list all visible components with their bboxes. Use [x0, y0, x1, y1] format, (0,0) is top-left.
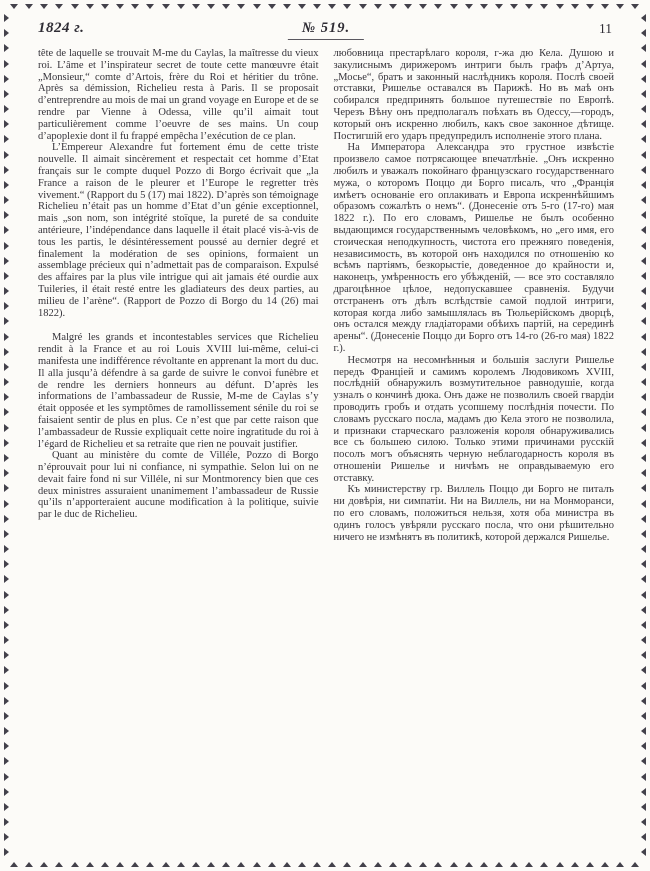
- ornament-border-bottom: [10, 862, 640, 867]
- page-header: [38, 18, 614, 48]
- page-content: [38, 18, 614, 857]
- paragraph: Къ министерству гр. Виллель Поццо ди Борго не питалъ ни довѣрія, ни симпатіи. Ни на Виллель, ни на Монморанси, по его словамъ, положиться нельзя, хотя оба министра въ одинъ голосъ увѣряли русскаго посла, что они рѣшительно ничего не измѣнятъ въ политикѣ, которой держался Ришелье.: [333, 484, 614, 543]
- right-column-russian: [334, 48, 615, 857]
- text-columns: [38, 48, 614, 857]
- paragraph: На Императора Александра это грустное извѣстіе произвело самое потрясающее впечатлѣніе. „Онъ искренно любилъ и уважалъ покойнаго французскаго государственнаго мужа, о которомъ Поццо ди Борго писалъ, что „Франція имѣетъ основаніе его оплакивать и Европа искреннѣйшимъ образомъ сожалѣть о немъ“. (Донесеніе отъ 5-го (17-го) мая 1822 г.). По его словамъ, Ришелье не былъ особенно выдающимся государственнымъ человѣкомъ, но „его имя, его стоическая неподкупность, чистота его прежняго поведенія, независимость, въ которой онъ находился по отношенію ко всѣмъ партіямъ, безкорыстіе, доведенное до крайности и, наконецъ, умѣренность его убѣжденій, — все это составляло драгоцѣнное цѣлое, недопускавшее сравненія. Будучи отстраненъ отъ дѣлъ вслѣдствіе самой подлой интриги, которая когда либо замышлялась въ Тюльерійскомъ дворцѣ, онъ остался между гладіаторами обѣихъ партій, на серединѣ арены“. (Донесеніе Поццо ди Борго отъ 14-го (26-го мая) 1822 г.).: [333, 142, 614, 354]
- paragraph: Quant au ministère du comte de Villéle, Pozzo di Borgo n’éprouvait pour lui ni confiance, ni sympathie. Selon lui on ne devait faire fond ni sur Villéle, ni sur Montmorency bien que ces deux ministres assuraient unanimement l’ambassadeur de Russie qu’ils n’apporteraient aucune modification à la politique, suivie par le duc de Richelieu.: [38, 450, 319, 521]
- ornament-border-top: [10, 4, 640, 9]
- year-label: 1824 г.: [38, 20, 85, 36]
- page-number: 11: [599, 21, 612, 36]
- issue-number: № 519.: [288, 20, 364, 40]
- paragraph: L’Empereur Alexandre fut fortement ému de cette triste nouvelle. Il aimait sincèrement et respectait cet homme d’Etat français sur le compte duquel Pozzo di Borgo écrivait que „la France a raison de le pleurer et l’Europe le regretter très vivement.“ (Rapport du 5 (17) mai 1822). D’après son témoignage Richelieu n’était pas un homme d’Etat d’un génie exceptionnel, mais „son nom, son intégrité stoïque, la pureté de sa conduite antérieure, l’indépendance dans laquelle il était placé vis-à-vis de tous les partis, le désintéressement poussé au dernier degré et finalement la modération de ses opinions, formaient un assemblage précieux qui n’admettait pas de comparaison. Expulsé des affaires par la plus vile intrigue qui ait jamais été ourdie aux Tuileries, il était resté entre les gladiateurs des deux parties, au milieu de l’arène“. (Rapport de Pozzo di Borgo du 14 (26) mai 1822).: [38, 142, 319, 319]
- paragraph-continuation: любовница престарѣлаго короля, г-жа дю Кела. Душою и закулиснымъ дирижеромъ интриги былъ графъ д’Артуа, „Мосье“, братъ и законный наслѣдникъ короля. Послѣ своей отставки, Ришелье оставался въ Парижѣ. Но въ маѣ онъ собирался предпринять большое путешествіе по Европѣ. Черезъ Вѣну онъ предполагалъ поѣхать въ Одессу,—городъ, который онъ искренно любилъ, какъ свое законное дѣтище. Постигшій его ударъ предупредилъ исполненіе этого плана.: [333, 48, 614, 142]
- paragraph: Несмотря на несомнѣнныя и большія заслуги Ришелье передъ Франціей и самимъ королемъ Людовикомъ XVIII, послѣдній обнаружилъ возмутительное равнодушіе, когда узналъ о кончинѣ дюка. Онъ даже не позволилъ своей гвардіи проводить гробъ и отдать усопшему послѣднія почести. По словамъ русскаго посла, мадамъ дю Кела этого не позволила, и признаки старческаго разложенія короля обнаруживались все съ большею силою. Только этими причинами русскій посолъ могъ объяснять черную неблагодарность короля въ отношеніи Ришелье и ничѣмъ не оправдываемую его отставку.: [333, 354, 614, 484]
- paragraph-continuation: tête de laquelle se trouvait M-me du Caylas, la maîtresse du vieux roi. L’âme et l’inspirateur secret de toute cette manœuvre était „Monsieur,“ comte d’Artois, frère du Roi et héritier du trône. Après sa démission, Richelieu resta à Paris. Il se proposait d’entreprendre au mois de mai un grand voyage en Europe et de se rendre par Vienne à Odessa, ville qu’il aimait tout particulièrement comme l’oeuvre de ses mains. Un coup d’apoplexie dont il fu frappé empêcha l’exécution de ce plan.: [38, 48, 319, 142]
- left-column-french: [38, 48, 319, 857]
- ornament-border-left: [4, 14, 9, 857]
- ornament-border-right: [641, 14, 646, 857]
- paragraph: Malgré les grands et incontestables services que Richelieu rendit à la France et au roi Louis XVIII lui-même, celui-ci manifesta une indifférence révoltante en apprenant la mort du duc. Il alla jusqu’à défendre à sa garde de suivre le convoi funèbre et de rendre les derniers honneurs au défunt. D’après les informations de l’ambassadeur de Russie, M-me de Caylas s’y était opposée et les symptômes de ramollissement sénile du roi se faisaient sentir de plus en plus. Ce n’est que par cette raison que l’ambassadeur de Russie expliquait cette noire ingratitude du roi à l’égard de Richelieu et sa retraite que rien ne pouvait justifier.: [38, 332, 319, 450]
